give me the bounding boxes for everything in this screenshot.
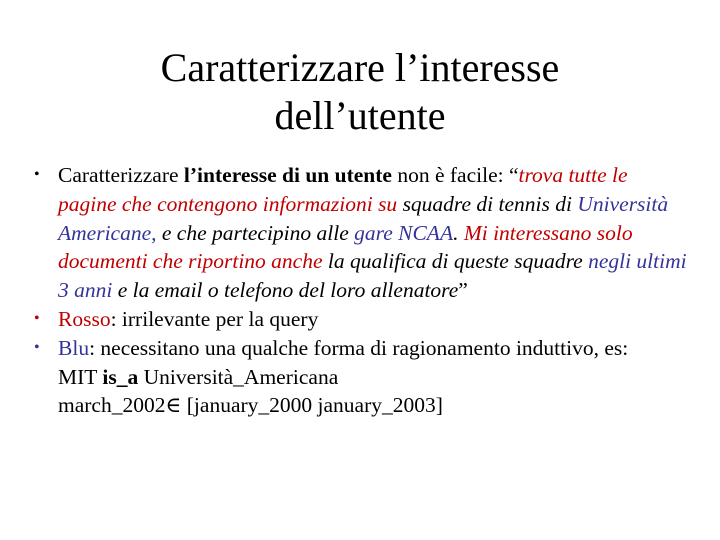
bullet-text bbox=[58, 305, 688, 334]
bullet-item bbox=[28, 161, 688, 305]
slide-title bbox=[0, 44, 720, 140]
bullet-marker: • bbox=[34, 309, 40, 327]
text-segment-italic: . bbox=[453, 220, 464, 245]
bullet-label-red: Rosso bbox=[58, 306, 111, 331]
text-segment-red: Mi interessano solo documenti che riportino anche bbox=[58, 220, 633, 274]
text-segment-italic: e la email o telefono del loro allenatore bbox=[112, 278, 459, 303]
text-segment-italic: e che partecipino alle bbox=[156, 220, 355, 245]
example-subject: march_2002 bbox=[58, 393, 166, 418]
bullet-item bbox=[28, 334, 688, 363]
text-segment-red: trova tutte le pagine che contengono informazioni su bbox=[58, 163, 628, 216]
title-line-2: dell’utente bbox=[274, 93, 446, 138]
text-segment: ” bbox=[458, 278, 468, 303]
text-segment-blue: negli ultimi 3 anni bbox=[58, 249, 687, 303]
example-line bbox=[28, 363, 688, 392]
example-subject: MIT bbox=[58, 364, 103, 389]
slide-body bbox=[28, 161, 688, 420]
bullet-item bbox=[28, 305, 688, 334]
text-segment: : necessitano una qualche forma di ragionamento induttivo, es: bbox=[89, 335, 629, 360]
text-segment: non è facile: “ bbox=[391, 163, 519, 187]
bullet-text bbox=[58, 334, 688, 363]
example-object: Università_Americana bbox=[138, 364, 339, 389]
text-segment-blue: gare NCAA bbox=[354, 220, 454, 245]
text-segment-bold: l’interesse di un utente bbox=[183, 163, 392, 187]
example-line bbox=[28, 391, 688, 420]
bullet-label-blue: Blu bbox=[58, 335, 90, 360]
text-segment-italic: squadre di tennis di bbox=[397, 191, 578, 216]
text-segment: Caratterizzare bbox=[58, 163, 184, 187]
text-segment-blue: Università Americane, bbox=[58, 191, 669, 245]
example-relation: is_a bbox=[102, 364, 139, 389]
example-object: [january_2000 january_2003] bbox=[181, 393, 443, 418]
title-line-1: Caratterizzare l’interesse bbox=[160, 45, 560, 90]
element-of-symbol: ∈ bbox=[165, 393, 182, 418]
bullet-marker: • bbox=[34, 166, 40, 183]
bullet-marker: • bbox=[34, 338, 40, 356]
text-segment-italic: la qualifica di queste squadre bbox=[322, 249, 589, 274]
bullet-text bbox=[58, 161, 688, 305]
text-segment: : irrilevante per la query bbox=[110, 306, 319, 331]
